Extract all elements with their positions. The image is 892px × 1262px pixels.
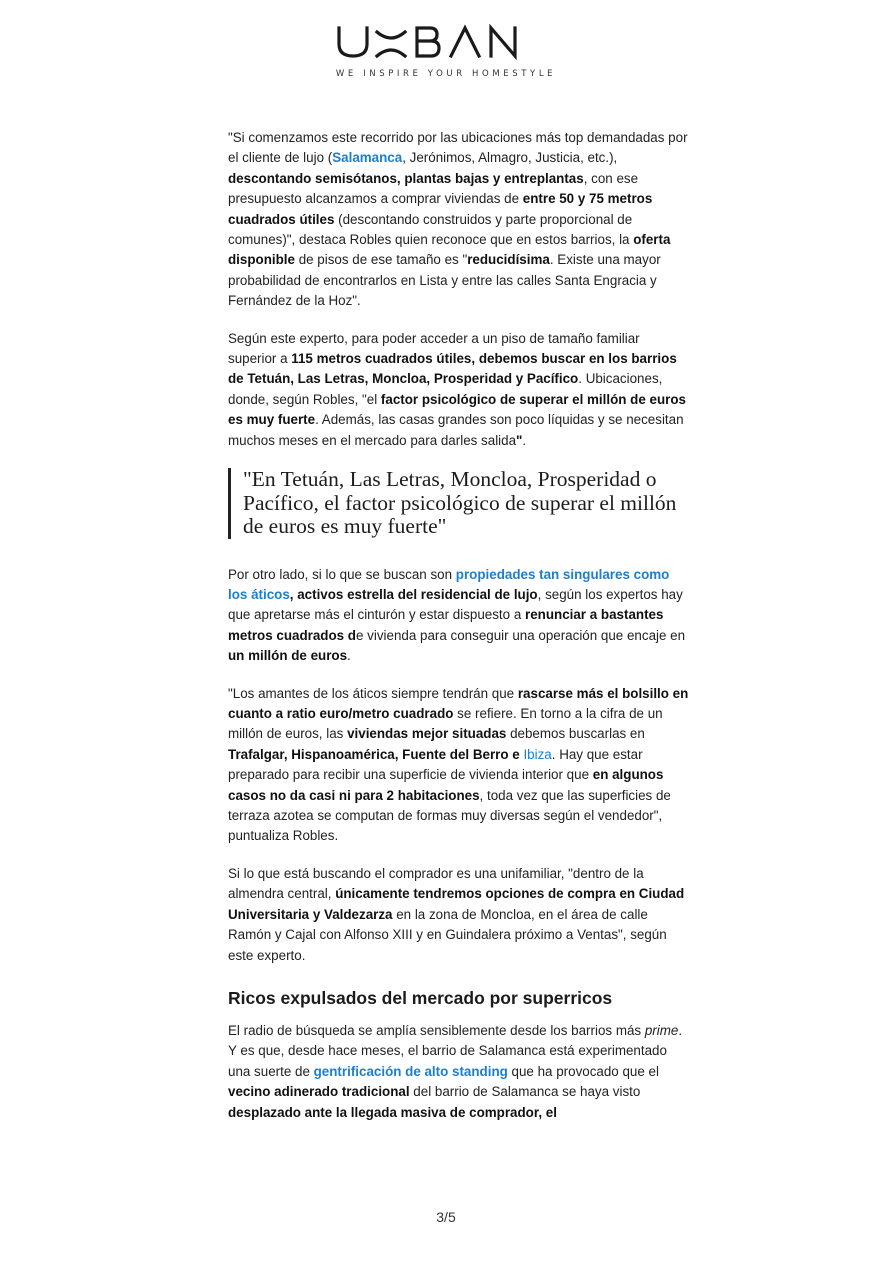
paragraph-4: "Los amantes de los áticos siempre tendrán que rascarse más el bolsillo en cuanto a ratio euro/metro cuadrado se refiere. En torno a la cifra de un millón de euros, las viviendas mejor situadas debemos buscarlas en Trafalgar, Hispanoamérica, Fuente del Berro e Ibiza. Hay que estar preparado para recibir una superficie de vivienda interior que en algunos casos no da casi ni para 2 habitaciones, toda vez que las superficies de terraza azotea se computan de formas muy diversas según el vendedor", puntualiza Robles. [228, 685, 689, 844]
paragraph-1: "Si comenzamos este recorrido por las ubicaciones más top demandadas por el cliente de lujo (Salamanca, Jerónimos, Almagro, Justicia, etc.), descontando semisótanos, plantas bajas y entreplantas, con ese presupuesto alcanzamos a comprar viviendas de entre 50 y 75 metros cuadrados útiles (descontando construidos y parte proporcional de comunes)", destaca Robles quien reconoce que en estos barrios, la oferta disponible de pisos de ese tamaño es "reducidísima. Existe una mayor probabilidad de encontrarlos en Lista y entre las calles Santa Engracia y Fernández de la Hoz". [228, 130, 688, 309]
logo-wordmark-icon [335, 22, 557, 60]
brand-tagline: WE INSPIRE YOUR HOMESTYLE [335, 69, 557, 79]
link-ibiza[interactable]: Ibiza [523, 746, 552, 762]
uxban-logo[interactable] [335, 22, 557, 60]
article-body [228, 128, 690, 1140]
paragraph-2: Según este experto, para poder acceder a un piso de tamaño familiar superior a 115 metros cuadrados útiles, debemos buscar en los barrios de Tetuán, Las Letras, Moncloa, Prosperidad y Pacífico. Ubicaciones, donde, según Robles, "el factor psicológico de superar el millón de euros es muy fuerte. Además, las casas grandes son poco líquidas y se necesitan muchos meses en el mercado para darles salida". [228, 330, 686, 448]
paragraph-5: Si lo que está buscando el comprador es una unifamiliar, "dentro de la almendra central, únicamente tendremos opciones de compra en Ciudad Universitaria y Valdezarza en la zona de Moncloa, en el área de calle Ramón y Cajal con Alfonso XIII y en Guindalera próximo a Ventas", según este experto. [228, 865, 685, 963]
section-heading: Ricos expulsados del mercado por superricos [228, 987, 613, 1008]
page-number: 3/5 [436, 1209, 456, 1225]
paragraph-6: El radio de búsqueda se amplía sensiblemente desde los barrios más prime. Y es que, desde hace meses, el barrio de Salamanca está experimentado una suerte de gentrificación de alto standing que ha provocado que el vecino adinerado tradicional del barrio de Salamanca se haya visto desplazado ante la llegada masiva de comprador, el [228, 1022, 683, 1120]
paragraph-3: Por otro lado, si lo que se buscan son propiedades tan singulares como los áticos, activos estrella del residencial de lujo, según los expertos hay que apretarse más el cinturón y estar dispuesto a renunciar a bastantes metros cuadrados de vivienda para conseguir una operación que encaje en un millón de euros. [228, 566, 686, 664]
site-header [0, 22, 892, 79]
link-salamanca[interactable]: Salamanca [332, 150, 403, 166]
link-aticos[interactable]: propiedades tan singulares como los áticos [228, 566, 670, 602]
pull-quote: "En Tetuán, Las Letras, Moncloa, Prosperidad o Pacífico, el factor psicológico de superar el millón de euros es muy fuerte" [228, 468, 690, 539]
link-gentrificacion[interactable]: gentrificación de alto standing [313, 1063, 508, 1079]
